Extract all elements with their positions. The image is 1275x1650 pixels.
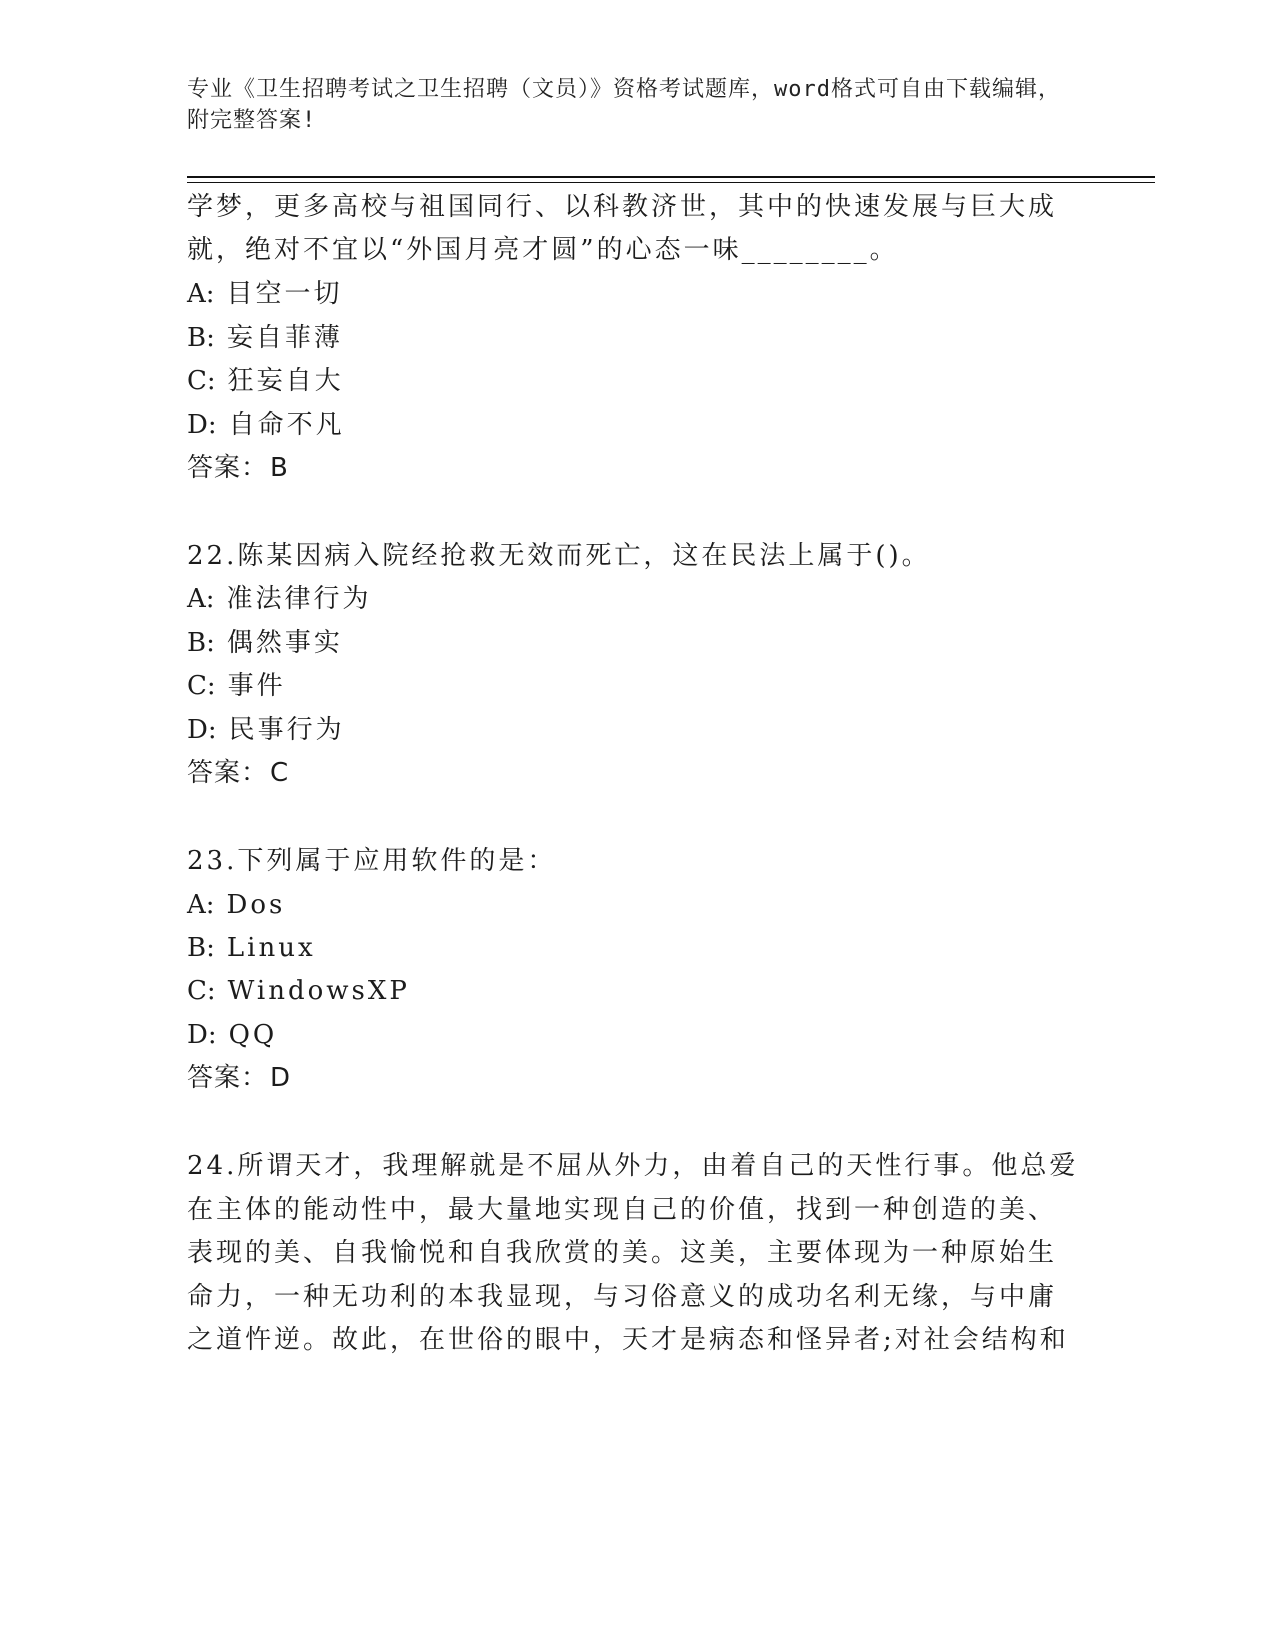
option-letter: C: [187,976,216,1006]
question-21-option-c [187,364,344,398]
option-text: 民事行为 [228,715,345,745]
answer-value: D [270,1063,292,1093]
question-23-option-c [187,974,410,1008]
question-22-answer [187,756,289,790]
header-rule-thin [187,182,1155,183]
option-text: WindowsXP [227,976,410,1006]
option-letter: A: [187,890,215,920]
question-21-option-b [187,321,343,355]
option-text: 准法律行为 [226,584,372,614]
question-24-stem-line-3: 表现的美、自我愉悦和自我欣赏的美。这美，主要体现为一种原始生 [187,1238,1058,1268]
option-letter: D: [187,1020,217,1050]
answer-label: 答案： [187,453,269,483]
option-letter: D: [187,410,217,440]
question-21-stem-line-2: 就，绝对不宜以“外国月亮才圆”的心态一味________。 [187,235,899,265]
question-22-option-a [187,582,372,616]
question-21-option-a [187,277,343,311]
option-letter: B: [187,933,215,963]
question-23-stem: 23.下列属于应用软件的是： [187,846,557,876]
answer-label: 答案： [187,758,269,788]
option-letter: D: [187,715,217,745]
answer-value: C [270,758,290,788]
option-text: 偶然事实 [226,628,343,658]
question-24-stem-line-4: 命力，一种无功利的本我显现，与习俗意义的成功名利无缘，与中庸 [187,1282,1058,1312]
question-21-answer [187,451,289,485]
option-text: 狂妄自大 [227,366,344,396]
page-header: 专业《卫生招聘考试之卫生招聘（文员）》资格考试题库，word格式可自由下载编辑，附完整答案! [187,77,1061,133]
question-21-option-d [187,408,345,442]
question-22-option-b [187,626,343,660]
option-text: 事件 [227,671,286,701]
answer-label: 答案： [187,1063,269,1093]
question-22-option-c [187,669,286,703]
option-text: 目空一切 [226,279,343,309]
question-24-stem-line-1: 24.所谓天才，我理解就是不屈从外力，由着自己的天性行事。他总爱 [187,1151,1079,1181]
question-22-stem: 22.陈某因病入院经抢救无效而死亡，这在民法上属于()。 [187,541,931,571]
question-24-stem-line-2: 在主体的能动性中，最大量地实现自己的价值，找到一种创造的美、 [187,1195,1058,1225]
answer-value: B [270,453,289,483]
option-letter: B: [187,323,215,353]
option-letter: B: [187,628,215,658]
option-letter: A: [187,279,215,309]
option-text: 妄自菲薄 [226,323,343,353]
question-21-stem-line-1: 学梦，更多高校与祖国同行、以科教济世，其中的快速发展与巨大成 [187,192,1058,222]
question-23-option-a [187,888,285,922]
option-letter: C: [187,671,216,701]
question-23-option-b [187,931,316,965]
question-23-option-d [187,1018,277,1052]
option-text: Dos [226,890,286,920]
option-letter: A: [187,584,215,614]
question-23-answer [187,1061,291,1095]
header-rule-thick [187,176,1155,178]
option-text: 自命不凡 [228,410,345,440]
option-text: QQ [228,1020,278,1050]
question-24-stem-line-5: 之道忤逆。故此，在世俗的眼中，天才是病态和怪异者;对社会结构和 [187,1325,1069,1355]
option-text: Linux [226,933,316,963]
option-letter: C: [187,366,216,396]
question-22-option-d [187,713,345,747]
